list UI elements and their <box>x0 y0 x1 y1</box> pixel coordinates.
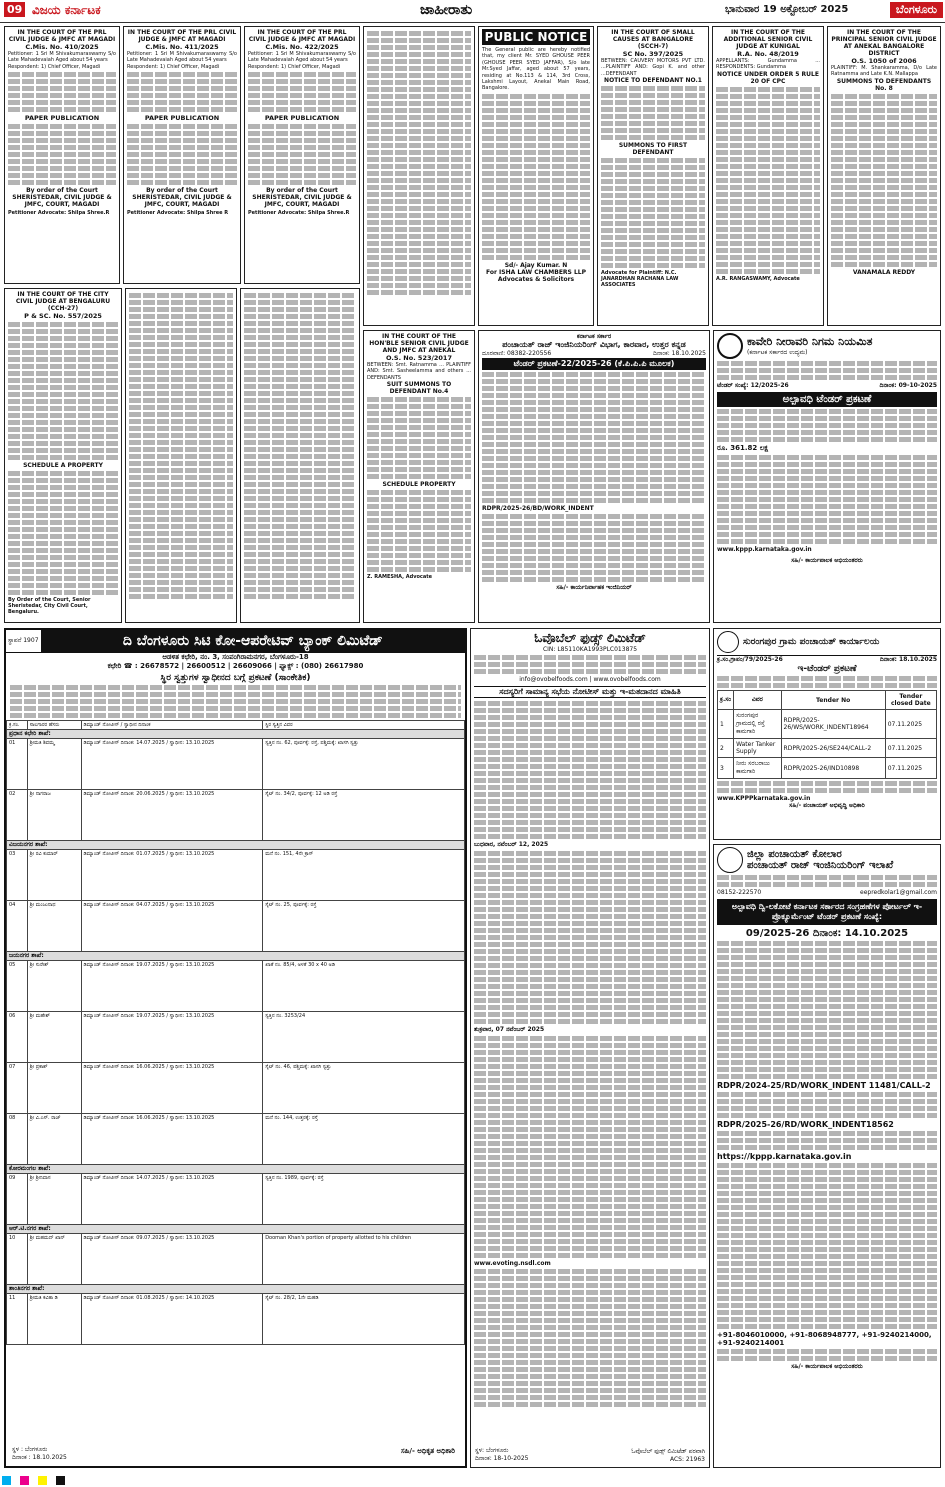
cell-no: 10 <box>7 1234 28 1285</box>
gov-emblem <box>717 847 743 873</box>
cell-detail: Dooman Khan's portion of property allotted to his children <box>263 1234 465 1285</box>
tender-code: RDPR/2025-26/BD/WORK_INDENT <box>482 505 594 512</box>
court-name: IN THE COURT OF THE ADDITIONAL SENIOR CIVIL JUDGE AT KUNIGAL <box>723 29 813 50</box>
signature-line: By order of the Court <box>146 187 218 195</box>
website-link[interactable]: www.KPPPkarnataka.gov.in <box>717 795 811 802</box>
signature-office: SHERISTEDAR, CIVIL JUDGE & JMFC, COURT, MAGADI <box>12 194 112 209</box>
col-header: ಸ್ಥಿರ ಸ್ವತ್ತಿನ ವಿವರ <box>263 721 465 730</box>
cell-detail: ಸೈಟ್ ನಂ. 46, ಪಶ್ಚಿಮಕ್ಕೆ: ಖಾಸಗಿ ಸ್ವತ್ತು <box>263 1063 465 1114</box>
bank-phone: ಕಛೇರಿ ☎ : 26678572 | 26600512 | 26609066 | ಫ್ಯಾಕ್ಸ್ : (080) 26617980 <box>107 662 364 670</box>
table-row <box>7 790 465 841</box>
cell-borrower: ಶ್ರೀಮತಿ ಕವಿತಾ ಡಿ <box>27 1294 81 1345</box>
cell-detail: ಸ್ವತ್ತಿನ ನಂ. 62, ಪೂರ್ವಕ್ಕೆ: ರಸ್ತೆ, ಪಶ್ಚಿಮಕ್ಕೆ: ಖಾಸಗಿ ಸ್ವತ್ತು <box>263 739 465 790</box>
ovobel-agm-notice: ಓವೊಬೆಲ್ ಫುಡ್ಸ್ ಲಿಮಿಟೆಡ್ CIN: L85110KA1993PLC013875 info@ovobelfoods.com | www.ovobelfoods.com ಸದಸ್ಯರಿಗೆ ಸಾಮಾನ್ಯ ಸಭೆಯ ನೋಟೀಸ್ ಮತ್ತು ಇ-ಮತದಾನದ ಮಾಹಿತಿ ಬುಧವಾರ, ನವೆಂಬರ್ 12, 2025 ಶುಕ್ರವಾರ, 07 ನವೆಂಬರ್ 2025 www.evoting.nsdl.com ಸ್ಥಳ: ಬೆಂಗಳೂರು ದಿನಾಂಕ: 18-10-2025 ಓವೊಬೆಲ್ ಫುಡ್ಸ್ ಲಿಮಿಟೆಡ್ ಪರವಾಗಿ ACS: 21963 <box>470 628 710 1468</box>
cell-no: 03 <box>7 850 28 901</box>
print-registration-marks <box>0 1472 945 1487</box>
cell-dates: ಡಿಮ್ಯಾಂಡ್ ನೋಟೀಸ್ ದಿನಾಂಕ: 09.07.2025 / ಸ್ವಾಧೀನ: 13.10.2025 <box>81 1234 263 1285</box>
court-notice-magadi-2 <box>123 26 241 284</box>
table-row <box>7 901 465 952</box>
court-notice-anekal <box>827 26 941 326</box>
tender-notice-karwar <box>478 330 710 623</box>
parties: BETWEEN: CAUVERY MOTORS PVT LTD. ...PLAINTIFF AND: Gopi K. and other ...DEFENDANT <box>601 58 705 77</box>
cell-dates: ಡಿಮ್ಯಾಂಡ್ ನೋಟೀಸ್ ದಿನಾಂಕ: 01.08.2025 / ಸ್ವಾಧೀನ: 14.10.2025 <box>81 1294 263 1345</box>
issue-date: ಭಾನುವಾರ 19 ಅಕ್ಟೋಬರ್ 2025 <box>725 4 849 15</box>
court-notice-magadi-3 <box>244 26 360 284</box>
cell-no: 08 <box>7 1114 28 1165</box>
case-number: SC No. 397/2025 <box>622 50 684 58</box>
notice-number: 09/2025-26 ದಿನಾಂಕ: 14.10.2025 <box>745 928 909 939</box>
company-name: ಓವೊಬೆಲ್ ಫುಡ್ಸ್ ಲಿಮಿಟೆಡ್ <box>534 631 646 645</box>
tender-code-2: RDPR/2025-26/RD/WORK_INDENT18562 <box>717 1120 894 1129</box>
public-notice-body: The General public are hereby notified that, my client Mr. SYED GHOUSE PEER (GHOUSE PEER SYED JAFFAR), S/o late Mr.Syed Jaffar, aged about 57 years, residing at No.113 & 114, 3rd Cross, Lakshmi Layout, Anekal Main Road, Bangalore. <box>482 47 590 92</box>
bank-name: ದಿ ಬೆಂಗಳೂರು ಸಿಟಿ ಕೋ-ಆಪರೇಟಿವ್ ಬ್ಯಾಂಕ್ ಲಿಮಿಟೆಡ್ <box>41 630 465 652</box>
cell-detail: ಮನೆ ನಂ. 151, 4ನೇ ಕ್ರಾಸ್ <box>263 850 465 901</box>
court-name: IN THE COURT OF THE PRL CIVIL JUDGE & JMFC AT MAGADI <box>8 29 116 43</box>
table-row: 1 ಸುರಂಗಪುರ ಗ್ರಾಮದಲ್ಲಿ ರಸ್ತೆ ಕಾಮಗಾರಿ RDPR/2025-26/WS/WORK_INDENT18964 07.11.2025 <box>718 710 937 739</box>
petitioner: Petitioner: 1 Sri M Shivakumaraswamy S/o Late Mahadevaiah Aged about 54 years <box>8 51 116 64</box>
notice-heading: NOTICE TO DEFENDANT NO.1 <box>604 77 702 85</box>
respondent: Respondent: 1) Chief Officer, Magadi <box>248 63 341 70</box>
table-row: 3 ನೀರು ಸರಬರಾಜು ಕಾಮಗಾರಿ RDPR/2025-26/IND10898 07.11.2025 <box>718 758 937 779</box>
advocate: Advocate for Plaintiff: N.C. JANARDHAN RACHANA LAW ASSOCIATES <box>601 270 679 289</box>
signature: ಸಹಿ/- ಅಧಿಕೃತ ಅಧಿಕಾರಿ <box>400 1447 455 1455</box>
website-link[interactable]: www.kppp.karnataka.gov.in <box>717 546 812 553</box>
cell-detail: ಸೈಟ್ ನಂ. 28/2, 1ನೇ ಮಹಡಿ <box>263 1294 465 1345</box>
col-header: ಸಾಲಗಾರರ ಹೆಸರು <box>27 721 81 730</box>
case-number: C.Mis. No. 410/2025 <box>25 43 99 51</box>
col-header: ಡಿಮ್ಯಾಂಡ್ ನೋಟೀಸ್ / ಸ್ವಾಧೀನ ದಿನಾಂಕ <box>81 721 263 730</box>
place: ಸ್ಥಳ: ಬೆಂಗಳೂರು <box>475 1447 509 1454</box>
col-header: ಕ್ರ.ಸಂ <box>718 691 734 710</box>
branch-name: ವಿಜಯನಗರ ಶಾಖೆ: <box>7 841 465 850</box>
cell-detail: ಖಾತೆ ನಂ. 85/4, ಅಳತೆ 30 x 40 ಅಡಿ <box>263 961 465 1012</box>
notice-heading: ಇ-ಟೆಂಡರ್ ಪ್ರಕಟಣೆ <box>797 664 857 674</box>
org-subtitle: (ಕರ್ನಾಟಕ ಸರ್ಕಾರದ ಉದ್ಯಮ) <box>747 349 808 356</box>
cell-no: 01 <box>7 739 28 790</box>
court-notice-small-causes <box>597 26 709 326</box>
public-notice-firm: For ISHA LAW CHAMBERS LLP Advocates & Solicitors <box>485 268 587 283</box>
company-website[interactable]: www.ovobelfoods.com <box>593 676 661 683</box>
notice-heading: ಸ್ಥಿರ ಸ್ವತ್ತುಗಳ ಸ್ವಾಧೀನದ ಬಗ್ಗೆ ಪ್ರಕಟಣೆ (ಸಾಂಕೇತಿಕ) <box>160 673 311 683</box>
public-notice-title: PUBLIC NOTICE <box>482 29 590 45</box>
cell-detail: ಸೈಟ್ ನಂ. 34/2, ಪೂರ್ವಕ್ಕೆ: 12 ಅಡಿ ರಸ್ತೆ <box>263 790 465 841</box>
cell-dates: ಡಿಮ್ಯಾಂಡ್ ನೋಟೀಸ್ ದಿನಾಂಕ: 16.06.2025 / ಸ್ವಾಧೀನ: 13.10.2025 <box>81 1063 263 1114</box>
cell-borrower: ಶ್ರೀ ಸುರೇಶ್ <box>27 961 81 1012</box>
schedule-heading: SCHEDULE A PROPERTY <box>23 462 103 469</box>
advocate: A.R. RANGASWAMY, Advocate <box>716 275 800 282</box>
notice-banner: ಅಲ್ಪಾವಧಿ ದ್ವಿ-ಲಕೋಟೆ ಕರ್ನಾಟಕ ಸರ್ಕಾರದ ಸಂಗ್ರಹಣೆಗಳ ಪೋರ್ಟಲ್ ಇ-ಪ್ರೊಕ್ಯೂರ್ಮೆಂಟ್ ಟೆಂಡರ್ ಪ್ರಕಟಣೆ ಸಂಖ್ಯೆ: <box>717 899 937 925</box>
contact: ದೂರವಾಣಿ: 08382-220556 <box>482 350 552 357</box>
signature: ಸಹಿ/- ಕಾರ್ಯಪಾಲಕ ಅಭಿಯಂತರರು <box>791 557 863 564</box>
col-header: ಕ್ರ.ಸಂ. <box>7 721 28 730</box>
page-number: 09 <box>4 2 25 17</box>
brand-logo: ವಿಜಯ ಕರ್ನಾಟಕ <box>32 3 101 17</box>
org-name: ಜಿಲ್ಲಾ ಪಂಚಾಯತ್ ಕೋಲಾರ <box>747 849 842 860</box>
edition-city: ಬೆಂಗಳೂರು <box>890 2 943 18</box>
cell-borrower: ಶ್ರೀ ಶ್ರೀನಿವಾಸ <box>27 1174 81 1225</box>
schedule-heading: SCHEDULE PROPERTY <box>382 481 456 489</box>
established-year: ಸ್ಥಾಪನೆ 1907 <box>8 637 39 644</box>
summons-heading: SUMMONS TO DEFENDANTS No. 8 <box>836 77 932 92</box>
cell-borrower: ಶ್ರೀ ಮಹೇಶ್ <box>27 1012 81 1063</box>
signature: By Order of the Court, Senior Sheristedar, City Civil Court, Bengaluru. <box>8 597 91 615</box>
dept-name: ಕರ್ನಾಟಕ ಸರ್ಕಾರ <box>576 333 612 340</box>
dept-name: ಪಂಚಾಯತ್ ರಾಜ್ ಇಂಜಿನಿಯರಿಂಗ್ ಇಲಾಖೆ <box>747 860 894 871</box>
evoting-link[interactable]: www.evoting.nsdl.com <box>474 1260 551 1267</box>
case-number: C.Mis. No. 422/2025 <box>265 43 339 51</box>
kannada-notice-1 <box>125 288 237 623</box>
magenta-mark <box>20 1476 29 1485</box>
cell-borrower: ಶ್ರೀ ಮಹಮದ್ ಖಾನ್ <box>27 1234 81 1285</box>
table-row <box>7 961 465 1012</box>
bank-address: ಆಡಳಿತ ಕಛೇರಿ, ನಂ. 3, ಸಂಪಂಗಿರಾಮನಗರ, ಬೆಂಗಳೂರು-18 <box>162 653 309 661</box>
case-number: O.S. No. 523/2017 <box>386 354 452 362</box>
cell-dates: ಡಿಮ್ಯಾಂಡ್ ನೋಟೀಸ್ ದಿನಾಂಕ: 14.07.2025 / ಸ್ವಾಧೀನ: 13.10.2025 <box>81 1174 263 1225</box>
table-row <box>7 1063 465 1114</box>
cell-dates: ಡಿಮ್ಯಾಂಡ್ ನೋಟೀಸ್ ದಿನಾಂಕ: 14.07.2025 / ಸ್ವಾಧೀನ: 13.10.2025 <box>81 739 263 790</box>
branch-name: ಜಯನಗರ ಶಾಖೆ: <box>7 952 465 961</box>
court-name: IN THE COURT OF SMALL CAUSES AT BANGALORE (SCCH-7) <box>611 29 695 50</box>
table-row <box>7 1234 465 1285</box>
notice-date: ದಿನಾಂಕ: 09-10-2025 <box>879 382 937 389</box>
cell-dates: ಡಿಮ್ಯಾಂಡ್ ನೋಟೀಸ್ ದಿನಾಂಕ: 19.07.2025 / ಸ್ವಾಧೀನ: 13.10.2025 <box>81 1012 263 1063</box>
summons-heading: SUMMONS TO FIRST DEFENDANT <box>618 142 688 157</box>
court-name: IN THE COURT OF THE HON'BLE SENIOR CIVIL JUDGE AND JMFC AT ANEKAL <box>369 333 469 354</box>
kannada-notice-block <box>363 26 475 326</box>
signature: VANAMALA REDDY <box>852 268 916 276</box>
summons-heading: SUIT SUMMONS TO DEFENDANT No.4 <box>386 381 452 396</box>
signature: ಸಹಿ/- ಕಾರ್ಯನಿರ್ವಾಹಕ ಇಂಜಿನಿಯರ್ <box>556 584 632 591</box>
branch-name: ಕೋರಮಂಗಲ ಶಾಖೆ: <box>7 1165 465 1174</box>
respondent: Respondent: 1) Chief Officer, Magadi <box>8 63 101 70</box>
tender-number: ಟೆಂಡರ್ ಸಂಖ್ಯೆ: 12/2025-26 <box>717 382 789 389</box>
cell-borrower: ಶ್ರೀಮತಿ ಶಿವಮ್ಮ <box>27 739 81 790</box>
table-row: 2 Water Tanker Supply RDPR/2025-26/SE244/CALL-2 07.11.2025 <box>718 739 937 758</box>
tender-amount: ರೂ. 361.82 ಲಕ್ಷ <box>717 444 769 452</box>
table-row <box>7 1114 465 1165</box>
yellow-mark <box>38 1476 47 1485</box>
gov-emblem <box>717 631 739 653</box>
notice-date: ದಿನಾಂಕ: 18.10.2025 <box>879 656 937 663</box>
signature-line: By order of the Court <box>26 187 98 195</box>
tender-table <box>717 690 937 779</box>
table-row <box>7 1294 465 1345</box>
org-name: ಕಾವೇರಿ ನೀರಾವರಿ ನಿಗಮ ನಿಯಮಿತ <box>747 335 873 348</box>
helpline-numbers: +91-8046010000, +91-8068948777, +91-9240214000, +91-9240214001 <box>717 1331 932 1347</box>
table-row <box>7 1174 465 1225</box>
court-notice-os523 <box>363 330 475 623</box>
cell-dates: ಡಿಮ್ಯಾಂಡ್ ನೋಟೀಸ್ ದಿನಾಂಕ: 04.07.2025 / ಸ್ವಾಧೀನ: 13.10.2025 <box>81 901 263 952</box>
cell-no: 09 <box>7 1174 28 1225</box>
kaveri-logo <box>717 333 743 359</box>
cell-no: 11 <box>7 1294 28 1345</box>
black-mark <box>56 1476 65 1485</box>
cell-borrower: ಶ್ರೀ ನಾಗರಾಜ <box>27 790 81 841</box>
court-notice-kunigal <box>712 26 824 326</box>
table-row <box>7 739 465 790</box>
membership-no: ACS: 21963 <box>669 1456 705 1463</box>
place: ಸ್ಥಳ : ಬೆಂಗಳೂರು <box>12 1446 48 1453</box>
company-cin: CIN: L85110KA1993PLC013875 <box>542 646 638 653</box>
section-title: ಜಾಹೀರಾತು <box>420 2 473 18</box>
petitioner: Petitioner: 1 Sri M Shivakumaraswamy S/o Late Mahadevaiah Aged about 54 years <box>127 51 237 64</box>
table-row <box>7 1012 465 1063</box>
tender-notice-kolar <box>713 844 941 1468</box>
publication-heading: PAPER PUBLICATION <box>144 114 220 123</box>
cell-dates: ಡಿಮ್ಯಾಂಡ್ ನೋಟೀಸ್ ದಿನಾಂಕ: 16.06.2025 / ಸ್ವಾಧೀನ: 13.10.2025 <box>81 1114 263 1165</box>
branch-row <box>7 841 465 850</box>
case-number: R.A. No. 48/2019 <box>737 50 799 58</box>
branch-row <box>7 1165 465 1174</box>
bank-possession-notice <box>4 628 467 1468</box>
notice-date: ದಿನಾಂಕ: 18.10.2025 <box>653 350 706 357</box>
notice-number: ಕ್ರ.ಸಂ.ಗ್ರಾಪಂ/79/2025-26 <box>717 656 783 663</box>
case-number: P & SC. No. 557/2025 <box>24 312 102 320</box>
contact: 08152-222570 <box>717 889 762 896</box>
court-notice-city-civil <box>4 288 122 623</box>
cell-dates: ಡಿಮ್ಯಾಂಡ್ ನೋಟೀಸ್ ದಿನಾಂಕ: 01.07.2025 / ಸ್ವಾಧೀನ: 13.10.2025 <box>81 850 263 901</box>
advocate: Petitioner Advocate: Shilpa Shree.R <box>8 210 110 217</box>
advocate: Petitioner Advocate: Shilpa Shree.R <box>248 210 350 217</box>
case-number: C.Mis. No. 411/2025 <box>145 43 219 51</box>
case-number: O.S. 1050 of 2006 <box>851 57 917 65</box>
kannada-notice-2 <box>240 288 360 623</box>
court-name: IN THE COURT OF THE PRL CIVIL JUDGE & JMFC AT MAGADI <box>248 29 356 43</box>
cell-no: 07 <box>7 1063 28 1114</box>
cell-dates: ಡಿಮ್ಯಾಂಡ್ ನೋಟೀಸ್ ದಿನಾಂಕ: 20.06.2025 / ಸ್ವಾಧೀನ: 13.10.2025 <box>81 790 263 841</box>
date: ದಿನಾಂಕ : 18.10.2025 <box>12 1454 67 1461</box>
tender-code-1: RDPR/2024-25/RD/WORK_INDENT 11481/CALL-2 <box>717 1081 931 1090</box>
respondent: Respondent: 1) Chief Officer, Magadi <box>127 63 220 70</box>
page-header <box>0 0 945 23</box>
cell-detail: ಮನೆ ನಂ. 144, ಉತ್ತರಕ್ಕೆ: ರಸ್ತೆ <box>263 1114 465 1165</box>
branch-row <box>7 730 465 739</box>
tender-notice-surangapura <box>713 628 941 840</box>
parties: BETWEEN: Smt. Ratnamma ... PLAINTIFF AND: Smt. Sasheelamma and others ... DEFENDANTS <box>367 362 471 381</box>
col-header: Tender closed Date <box>885 691 936 710</box>
company-email[interactable]: info@ovobelfoods.com <box>519 676 588 683</box>
email[interactable]: eepredkolar1@gmail.com <box>860 889 937 896</box>
publication-heading: PAPER PUBLICATION <box>264 114 340 123</box>
signature: ಸಹಿ/- ಕಾರ್ಯಪಾಲಕ ಅಭಿಯಂತರರು <box>791 1363 863 1370</box>
branch-name: ಆರ್.ಟಿ.ನಗರ ಶಾಖೆ: <box>7 1225 465 1234</box>
cell-detail: ಸ್ವತ್ತಿನ ನಂ. 3253/24 <box>263 1012 465 1063</box>
tender-notice-kaveri <box>713 330 941 623</box>
cell-no: 05 <box>7 961 28 1012</box>
tender-title: ಪಂಚಾಯತ್ ರಾಜ್ ಇಂಜಿನಿಯರಿಂಗ್ ವಿಭಾಗ, ಕಾರವಾರ, ಉತ್ತರ ಕನ್ನಡ <box>502 340 686 349</box>
court-name: IN THE COURT OF THE PRL CIVIL JUDGE & JMFC AT MAGADI <box>127 29 237 43</box>
cell-borrower: ಶ್ರೀ ವಿ.ಎಸ್. ರಾಜ್ <box>27 1114 81 1165</box>
cell-no: 04 <box>7 901 28 952</box>
cell-borrower: ಶ್ರೀ ರವಿ ಕುಮಾರ್ <box>27 850 81 901</box>
parties: APPELLANTS: Gundamma ... RESPONDENTS: Gundamma <box>716 58 820 71</box>
col-header: ವಿವರ <box>734 691 781 710</box>
agm-date: ಬುಧವಾರ, ನವೆಂಬರ್ 12, 2025 <box>474 841 549 848</box>
court-notice-magadi-1 <box>4 26 120 284</box>
date: ದಿನಾಂಕ: 18-10-2025 <box>475 1455 529 1462</box>
possession-table <box>6 720 465 1345</box>
notice-heading: NOTICE UNDER ORDER 5 RULE 20 OF CPC <box>717 70 819 85</box>
signature: ಓವೊಬೆಲ್ ಫುಡ್ಸ್ ಲಿಮಿಟೆಡ್ ಪರವಾಗಿ <box>631 1448 705 1455</box>
court-name: IN THE COURT OF THE PRINCIPAL SENIOR CIVIL JUDGE AT ANEKAL BANGALORE DISTRICT <box>831 29 937 57</box>
publication-heading: PAPER PUBLICATION <box>24 114 100 123</box>
cell-borrower: ಶ್ರೀ ಪ್ರಕಾಶ್ <box>27 1063 81 1114</box>
website-link[interactable]: https://kppp.karnataka.gov.in <box>717 1152 852 1161</box>
branch-name: ಪ್ರಧಾನ ಕಛೇರಿ ಶಾಖೆ: <box>7 730 465 739</box>
cell-dates: ಡಿಮ್ಯಾಂಡ್ ನೋಟೀಸ್ ದಿನಾಂಕ: 19.07.2025 / ಸ್ವಾಧೀನ: 13.10.2025 <box>81 961 263 1012</box>
branch-row <box>7 1225 465 1234</box>
branch-name: ಶಾಂತಿನಗರ ಶಾಖೆ: <box>7 1285 465 1294</box>
signature-office: SHERISTEDAR, CIVIL JUDGE & JMFC, COURT, MAGADI <box>132 194 232 209</box>
org-name: ಸುರಂಗಪುರ ಗ್ರಾಮ ಪಂಚಾಯತ್ ಕಾರ್ಯಾಲಯ <box>743 637 880 647</box>
cell-detail: ಸೈಟ್ ನಂ. 25, ಪೂರ್ವಕ್ಕೆ: ರಸ್ತೆ <box>263 901 465 952</box>
col-header: Tender No <box>781 691 885 710</box>
advocate: Petitioner Advocate: Shilpa Shree R <box>127 210 229 217</box>
public-notice <box>478 26 594 326</box>
parties: PLAINTIFF: M. Shankaramma, D/o Late Ratnamma and Late K.N. Mallappa <box>831 65 937 78</box>
public-notice-sign: Sd/- Ajay Kumar. N <box>504 261 568 269</box>
signature-line: By order of the Court <box>266 187 338 195</box>
cell-no: 02 <box>7 790 28 841</box>
cell-borrower: ಶ್ರೀ ಮಂಜುನಾಥ <box>27 901 81 952</box>
notice-heading: ಅಲ್ಪಾವಧಿ ಟೆಂಡರ್ ಪ್ರಕಟಣೆ <box>717 392 937 407</box>
branch-row <box>7 1285 465 1294</box>
cutoff-date: ಶುಕ್ರವಾರ, 07 ನವೆಂಬರ್ 2025 <box>474 1026 545 1033</box>
petitioner: Petitioner: 1 Sri M Shivakumaraswamy S/o Late Mahadevaiah Aged about 54 years <box>248 51 356 64</box>
signature-office: SHERISTEDAR, CIVIL JUDGE & JMFC, COURT, MAGADI <box>252 194 352 209</box>
cell-detail: ಸ್ವತ್ತಿನ ನಂ. 1989, ಪೂರ್ವಕ್ಕೆ: ರಸ್ತೆ <box>263 1174 465 1225</box>
branch-row <box>7 952 465 961</box>
signature: ಸಹಿ/- ಪಂಚಾಯತ್ ಅಭಿವೃದ್ಧಿ ಅಧಿಕಾರಿ <box>789 802 865 809</box>
advocate: Z. RAMESHA, Advocate <box>367 574 433 581</box>
court-name: IN THE COURT OF THE CITY CIVIL JUDGE AT BENGALURU (CCH-27) <box>15 291 111 312</box>
notice-heading: ಸದಸ್ಯರಿಗೆ ಸಾಮಾನ್ಯ ಸಭೆಯ ನೋಟೀಸ್ ಮತ್ತು ಇ-ಮತದಾನದ ಮಾಹಿತಿ <box>474 686 706 698</box>
cell-no: 06 <box>7 1012 28 1063</box>
table-row <box>7 850 465 901</box>
cyan-mark <box>2 1476 11 1485</box>
tender-number: ಟೆಂಡರ್ ಪ್ರಕಟಣೆ-22/2025-26 (ಕೆ.ಪಿ.ಪಿ.ಪಿ ಮೂಲಕ) <box>482 358 706 370</box>
